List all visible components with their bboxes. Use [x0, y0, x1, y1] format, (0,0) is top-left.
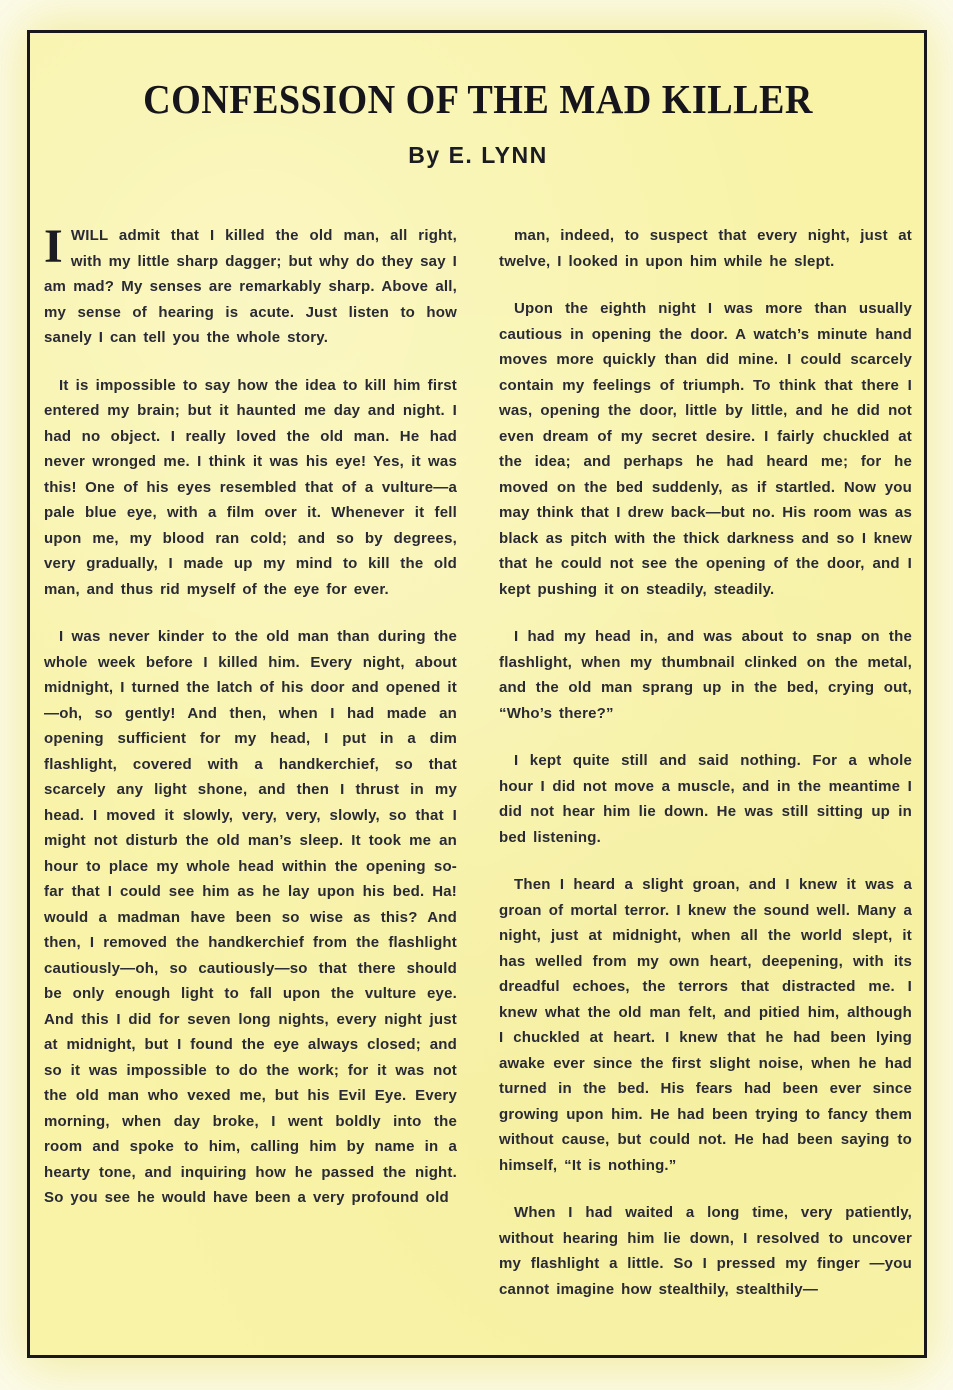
paragraph: When I had waited a long time, very patiently, without hearing him lie down, I resolved to uncover my flashlight a little. So I pressed my finger —you cannot imagine how stealthily, stealthily—: [499, 1204, 912, 1298]
page-border-frame: [27, 30, 927, 1358]
left-column: [44, 220, 457, 1324]
paragraph: man, indeed, to suspect that every night, just at twelve, I looked in upon him while he slept.: [499, 227, 912, 270]
paragraph: It is impossible to say how the idea to kill him first entered my brain; but it haunted me day and night. I had no object. I really loved the old man. He had never wronged me. I think it was his eye! Yes, it was this! One of his eyes resembled that of a vulture—a pale blue eye, with a film over it. Whenever it fell upon me, my blood ran cold; and so by degrees, very gradually, I made up my mind to kill the old man, and thus rid myself of the eye for ever.: [44, 376, 457, 598]
paragraph: Upon the eighth night I was more than usually cautious in opening the door. A watch’s minute hand moves more quickly than did mine. I could scarcely contain my feelings of triumph. To think that there I was, opening the door, little by little, and he did not even dream of my secret desire. I fairly chuckled at the idea; and perhaps he had heard me; for he moved on the bed suddenly, as if startled. Now you may think that I drew back—but no. His room was as black as pitch with the thick darkness and so I knew that he could not see the opening of the door, and I kept pushing it on steadily, steadily.: [499, 300, 912, 598]
byline: By E. LYNN: [408, 142, 548, 168]
paragraph: I was never kinder to the old man than during the whole week before I killed him. Every night, about midnight, I turned the latch of his door and opened it—oh, so gently! And then, when I had made an opening sufficient for my head, I put in a dim flashlight, covered with a handkerchief, so that scarcely any light shone, and then I thrust in my head. I moved it slowly, very, very, slowly, so that I might not disturb the old man’s sleep. It took me an hour to place my whole head within the opening so-far that I could see him as he lay upon his bed. Ha! would a madman have been so wise as this? And then, I removed the handkerchief from the flashlight cautiously—oh, so cautiously—so that there should be only enough light to fall upon the vulture eye. And this I did for seven long nights, every night just at midnight, but I found the eye always closed; and so it was impossible to do the work; for it was not the old man who vexed me, but his Evil Eye. Every morning, when day broke, I went boldly into the room and spoke to him, calling him by name in a hearty tone, and inquiring how he passed the night. So you see he would have been a very profound old: [44, 628, 457, 1206]
right-column: [499, 223, 912, 1324]
text-columns: [44, 220, 912, 1324]
paragraph: [44, 220, 457, 351]
page-title: CONFESSION OF THE MAD KILLER: [143, 76, 813, 122]
paragraph: I kept quite still and said nothing. For a whole hour I did not move a muscle, and in the meantime I did not hear him lie down. He was still sitting up in bed listening.: [499, 752, 912, 846]
paragraph-text: WILL admit that I killed the old man, all right, with my little sharp dagger; but why do they say I am mad? My senses are remarkably sharp. Above all, my sense of hearing is acute. Just listen to how sanely I can tell you the whole story.: [44, 227, 457, 346]
drop-cap: I: [44, 220, 63, 273]
paragraph: Then I heard a slight groan, and I knew it was a groan of mortal terror. I knew the sound well. Many a night, just at midnight, when all the world slept, it has welled from my own heart, deepening, with its dreadful echoes, the terrors that distracted me. I knew what the old man felt, and pitied him, although I chuckled at heart. I knew that he had been lying awake ever since the first slight noise, when he had turned in the bed. His fears had been ever since growing upon him. He had been trying to fancy them without cause, but could not. He had been saying to himself, “It is nothing.”: [499, 876, 912, 1174]
paragraph: I had my head in, and was about to snap on the flashlight, when my thumbnail clinked on the metal, and the old man sprang up in the bed, crying out, “Who’s there?”: [499, 628, 912, 722]
